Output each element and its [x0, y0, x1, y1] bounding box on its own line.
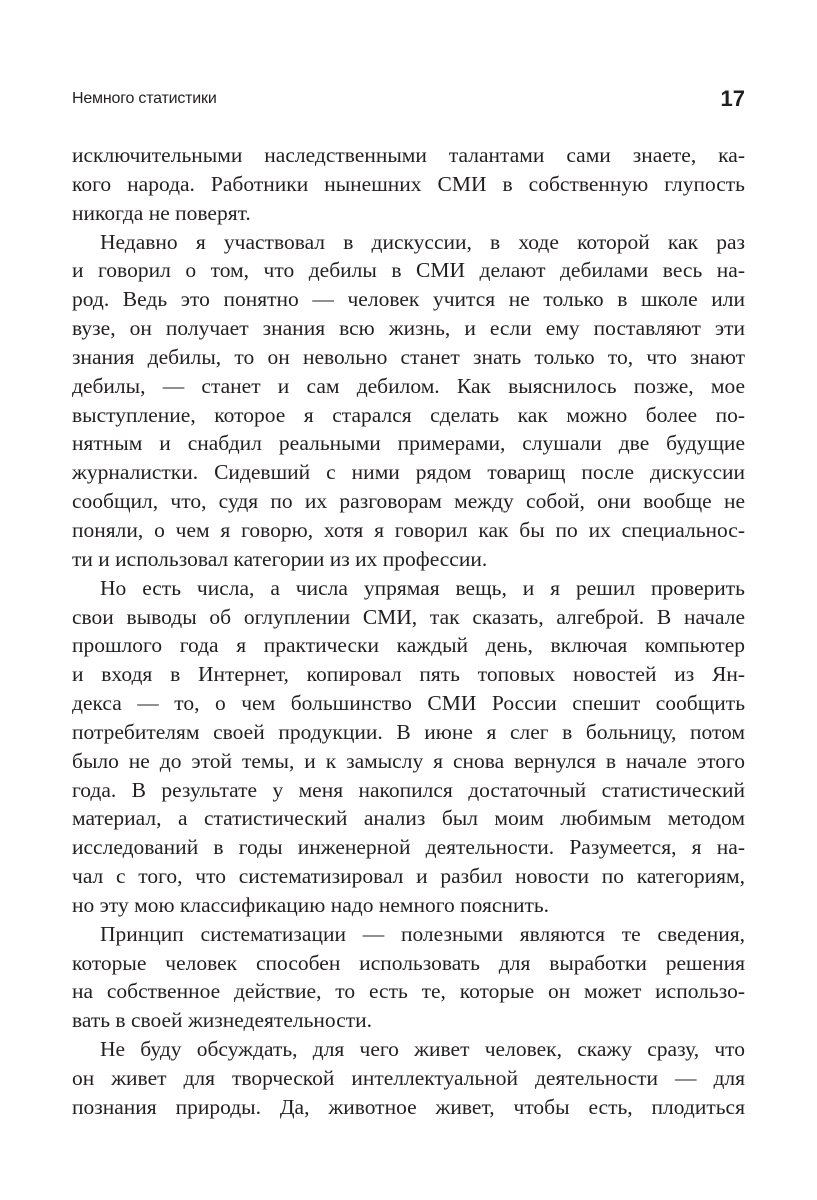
text-line: материал, а статистический анализ был моим любимым методом	[72, 806, 745, 831]
text-line: и говорил о том, что дебилы в СМИ делают дебилами весь на-	[72, 258, 745, 283]
text-line: декса — то, о чем большинство СМИ России спешит сообщить	[72, 691, 745, 716]
page-number: 17	[720, 86, 745, 111]
paragraph	[72, 141, 745, 228]
text-line: Но есть числа, а числа упрямая вещь, и я решил проверить	[100, 575, 745, 600]
text-line: вать в своей жизнедеятельности.	[72, 1008, 373, 1033]
text-line: дебилы, — станет и сам дебилом. Как выяснилось позже, мое	[72, 373, 745, 398]
text-line: познания природы. Да, животное живет, чтобы есть, плодиться	[72, 1094, 745, 1119]
text-line: сообщил, что, судя по их разговорам между собой, они вообще не	[72, 489, 745, 514]
text-line: он живет для творческой интеллектуальной деятельности — для	[72, 1066, 745, 1090]
text-line: ти и использовал категории из их профессии.	[72, 546, 488, 571]
text-line: знания дебилы, то он невольно станет знать только то, что знают	[72, 344, 745, 369]
text-line: вузе, он получает знания всю жизнь, и если ему поставляют эти	[72, 316, 745, 341]
paragraph	[72, 920, 745, 1035]
text-line: чал с того, что систематизировал и разбил новости по категориям,	[72, 864, 745, 889]
text-line: кого народа. Работники нынешних СМИ в собственную глупость	[72, 171, 745, 196]
text-line: исключительными наследственными талантами сами знаете, ка-	[72, 143, 745, 167]
text-line: было не до этой темы, и к замыслу я снова вернулся в начале этого	[72, 748, 745, 773]
text-line: потребителям своей продукции. В июне я слег в больницу, потом	[72, 719, 745, 744]
text-line: и входя в Интернет, копировал пять топовых новостей из Ян-	[72, 662, 745, 687]
text-line: которые человек способен использовать для выработки решения	[72, 950, 745, 975]
paragraph	[72, 1035, 745, 1122]
text-line: свои выводы об оглуплении СМИ, так сказать, алгеброй. В начале	[72, 604, 745, 629]
text-line: года. В результате у меня накопился достаточный статистический	[72, 777, 745, 802]
paragraph	[72, 574, 745, 920]
text-line: прошлого года я практически каждый день, включая компьютер	[72, 633, 745, 658]
running-title: Немного статистики	[72, 90, 217, 107]
text-line: выступление, которое я старался сделать как можно более по-	[72, 402, 745, 427]
text-line: но эту мою классификацию надо немного пояснить.	[72, 892, 550, 917]
text-line: нятным и снабдил реальными примерами, слушали две будущие	[72, 431, 745, 456]
paragraph	[72, 228, 745, 574]
body-text	[72, 141, 745, 1122]
text-line: поняли, о чем я говорю, хотя я говорил как бы по их специальнос-	[72, 517, 745, 542]
text-line: исследований в годы инженерной деятельности. Разумеется, я на-	[72, 835, 745, 860]
text-line: род. Ведь это понятно — человек учится не только в школе или	[72, 287, 745, 312]
text-line: журналистки. Сидевший с ними рядом товарищ после дискуссии	[72, 460, 745, 485]
page-header	[72, 86, 745, 116]
text-line: на собственное действие, то есть те, которые он может использо-	[72, 979, 745, 1004]
text-line: никогда не поверят.	[72, 200, 251, 225]
text-line: Принцип систематизации — полезными являются те сведения,	[100, 921, 745, 946]
text-line: Не буду обсуждать, для чего живет человек, скажу сразу, что	[100, 1037, 745, 1062]
text-line: Недавно я участвовал в дискуссии, в ходе которой как раз	[100, 229, 745, 254]
